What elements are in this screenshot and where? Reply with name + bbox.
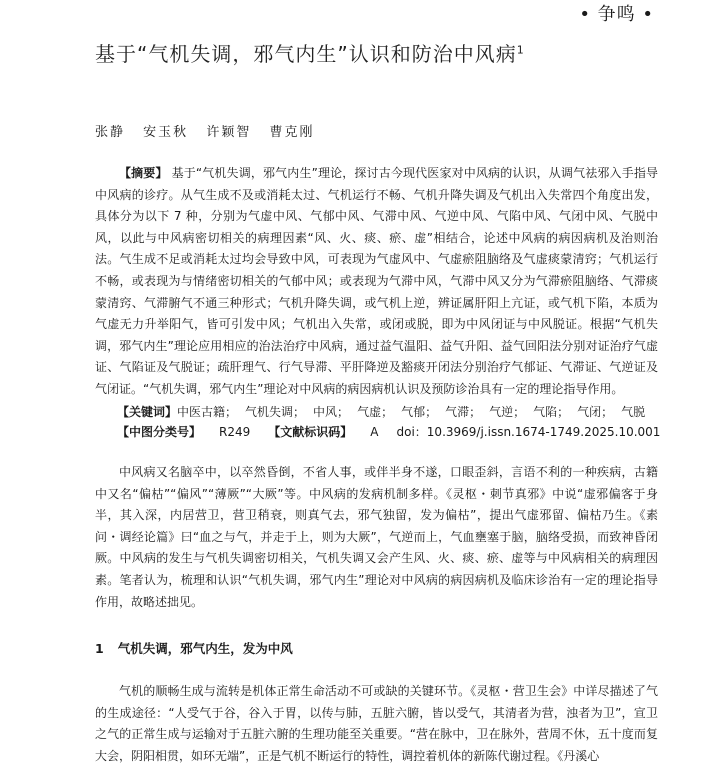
keyword: 中风； [313,405,350,419]
section-number: 1 [95,641,104,656]
section-heading-text: 气机失调，邪气内生，发为中风 [117,641,293,656]
article-title-text: 基于“气机失调，邪气内生”认识和防治中风病 [95,42,517,66]
keyword: 气陷； [533,405,570,419]
keyword: 气脱 [621,405,646,419]
clc-value: R249 [219,425,251,439]
author-name: 安玉秋 [143,125,189,140]
keyword: 气虚； [357,405,394,419]
author-name: 张静 [95,125,126,140]
keyword: 气闭； [577,405,614,419]
keyword: 气机失调； [245,405,306,419]
doc-code-label: 【文献标识码】 [268,425,353,439]
section-paragraph: 气机的顺畅生成与流转是机体正常生命活动不可或缺的关键环节。《灵枢・营卫生会》中详尽描述了气的生成途径：“人受气于谷，谷入于胃，以传与肺，五脏六腑，皆以受气，其清者为营，浊者为卫”，宣卫之气的正常生成与运输对于五脏六腑的生理功能至关重要。“营在脉中，卫在脉外，营周不休，五十度而复大会，阴阳相贯，如环无端”，正是气机不断运行的特性，调控着机体的新陈代谢过程。《丹溪心 [95,684,658,763]
abstract [95,163,658,401]
keyword: 中医古籍； [177,405,238,419]
author-list [95,121,326,140]
keyword: 气郁； [401,405,438,419]
article-title [95,38,695,67]
intro-paragraph: 中风病又名脑卒中，以卒然昏倒，不省人事，或伴半身不遂，口眼歪斜，言语不利的一种疾病，古籍中又名“偏枯”“偏风”“薄厥”“大厥”等。中风病的发病机制多样。《灵枢・刺节真邪》中说“虚邪偏客于身半，其入深，内居营卫，营卫稍衰，则真气去，邪气独留，发为偏枯”，提出气虚邪留、偏枯乃生。《素问・调经论篇》曰“血之与气，并走于上，则为大厥”，气逆而上，气血壅塞于脑，脑络受损，而致神昏闭厥。中风病的发生与气机失调密切相关，气机失调又会产生风、火、痰、瘀、虚等与中风病相关的病理因素。笔者认为，梳理和认识“气机失调，邪气内生”理论对中风病的病因病机及临床诊治有一定的理论指导作用，故略述拙见。 [95,465,658,609]
classification-info [117,422,677,442]
keywords-label: 【关键词】 [117,405,178,419]
abstract-label: 【摘要】 [119,166,168,180]
keyword: 气滞； [445,405,482,419]
column-tag: • 争鸣 • [579,4,654,25]
abstract-text: 基于“气机失调，邪气内生”理论，探讨古今现代医家对中风病的认识，从调气祛邪入手指导中风病的诊疗。从气生成不及或消耗太过、气机运行不畅、气机升降失调及气机出入失常四个角度出发，具体分为以下 7 种，分别为气虚中风、气郁中风、气滞中风、气逆中风、气陷中风、气闭中风、气脱中风，以此与中风病密切相关的病理因素“风、火、痰、瘀、虚”相结合，论述中风病的病因病机及治则治法。气生成不足或消耗太过均会导致中风，可表现为气虚风中、气虚瘀阻脑络及气虚痰蒙清窍；气机运行不畅，或表现为与情绪密切相关的气郁中风；或表现为气滞中风，气滞中风又分为气滞瘀阻脑络、气滞痰蒙清窍、气滞腑气不通三种形式；气机升降失调，或气机上逆，辨证属肝阳上亢证，或气机下陷，本质为气虚无力升举阳气，皆可引发中风；气机出入失常，或闭或脱，即为中风闭证与中风脱证。根据“气机失调，邪气内生”理论应用相应的治法治疗中风病，通过益气温阳、益气升阳、益气回阳法分别对证治疗气虚证、气陷证及气脱证；疏肝理气、行气导滞、平肝降逆及豁痰开闭法分别治疗气郁证、气滞证、气逆证及气闭证。“气机失调，邪气内生”理论对中风病的病因病机认识及预防诊治具有一定的理论指导作用。 [95,166,658,396]
doi-link[interactable]: doi：10.3969/j.issn.1674-1749.2025.10.001 [396,425,661,439]
author-name: 许颖智 [206,125,252,140]
title-footnote-mark: 1 [516,43,525,57]
clc-label: 【中图分类号】 [117,425,202,439]
author-name: 曹克刚 [269,125,315,140]
section-heading [95,639,293,657]
keywords [117,402,677,422]
doc-code-value: A [370,425,379,439]
keyword: 气逆； [489,405,526,419]
